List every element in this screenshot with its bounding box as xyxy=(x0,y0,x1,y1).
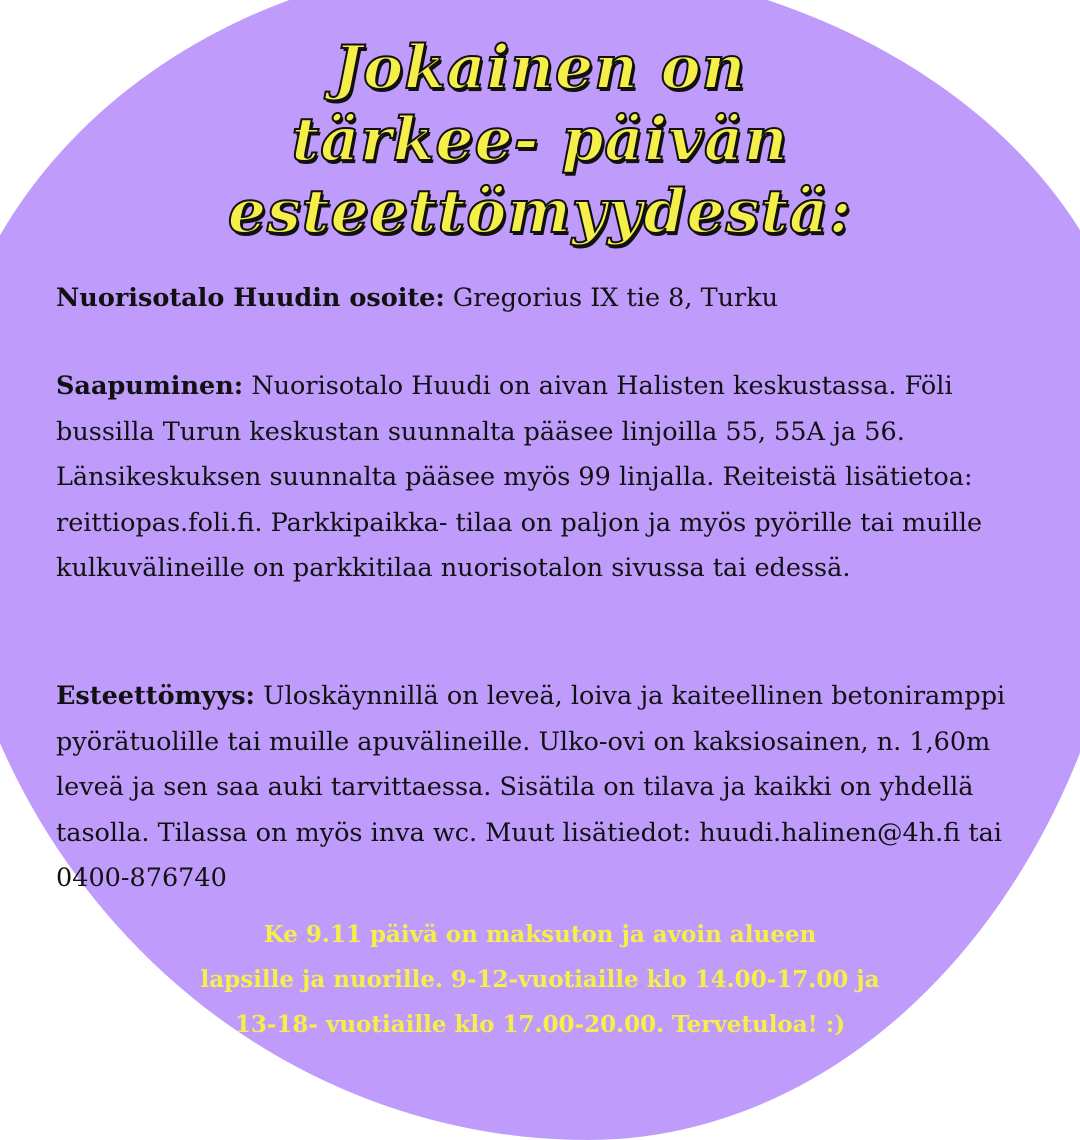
footer-announcement xyxy=(0,912,1080,1047)
arrival-text: Nuorisotalo Huudi on aivan Halisten keskustassa. Föli bussilla Turun keskustan suunnalta pääsee linjoilla 55, 55A ja 56. Länsikeskuksen suunnalta pääsee myös 99 linjalla. Reiteistä lisätietoa: reittiopas.foli.fi. Parkkipaikka- tilaa on paljon ja myös pyörille tai muille kulkuvälineille on parkkitilaa nuorisotalon sivussa tai edessä. xyxy=(56,371,983,583)
accessibility-text: Uloskäynnillä on leveä, loiva ja kaiteellinen betoniramppi pyörätuolille tai muille apuvälineille. Ulko-ovi on kaksiosainen, n. 1,60m leveä ja sen saa auki tarvittaessa. Sisätila on tilava ja kaikki on yhdellä tasolla. Tilassa on myös inva wc. Muut lisätiedot: huudi.halinen@4h.fi tai 0400-876740 xyxy=(56,681,1006,893)
accessibility-paragraph xyxy=(56,674,1046,902)
title-line-2: tärkee- päivän xyxy=(291,105,789,175)
arrival-label: Saapuminen: xyxy=(56,371,244,401)
title-line-1: Jokainen on xyxy=(333,33,747,103)
address-text: Gregorius IX tie 8, Turku xyxy=(444,283,779,313)
poster-title xyxy=(0,32,1080,248)
title-line-3: esteettömyydestä: xyxy=(227,177,853,247)
address-label: Nuorisotalo Huudin osoite: xyxy=(56,283,445,313)
arrival-paragraph xyxy=(56,364,1046,592)
address-paragraph xyxy=(56,276,1046,322)
footer-line-2: lapsille ja nuorille. 9-12-vuotiaille klo 14.00-17.00 ja xyxy=(200,966,880,993)
footer-line-3: 13-18- vuotiaille klo 17.00-20.00. Tervetuloa! :) xyxy=(234,1011,846,1038)
accessibility-label: Esteettömyys: xyxy=(56,681,255,711)
footer-line-1: Ke 9.11 päivä on maksuton ja avoin alueen xyxy=(263,921,817,948)
